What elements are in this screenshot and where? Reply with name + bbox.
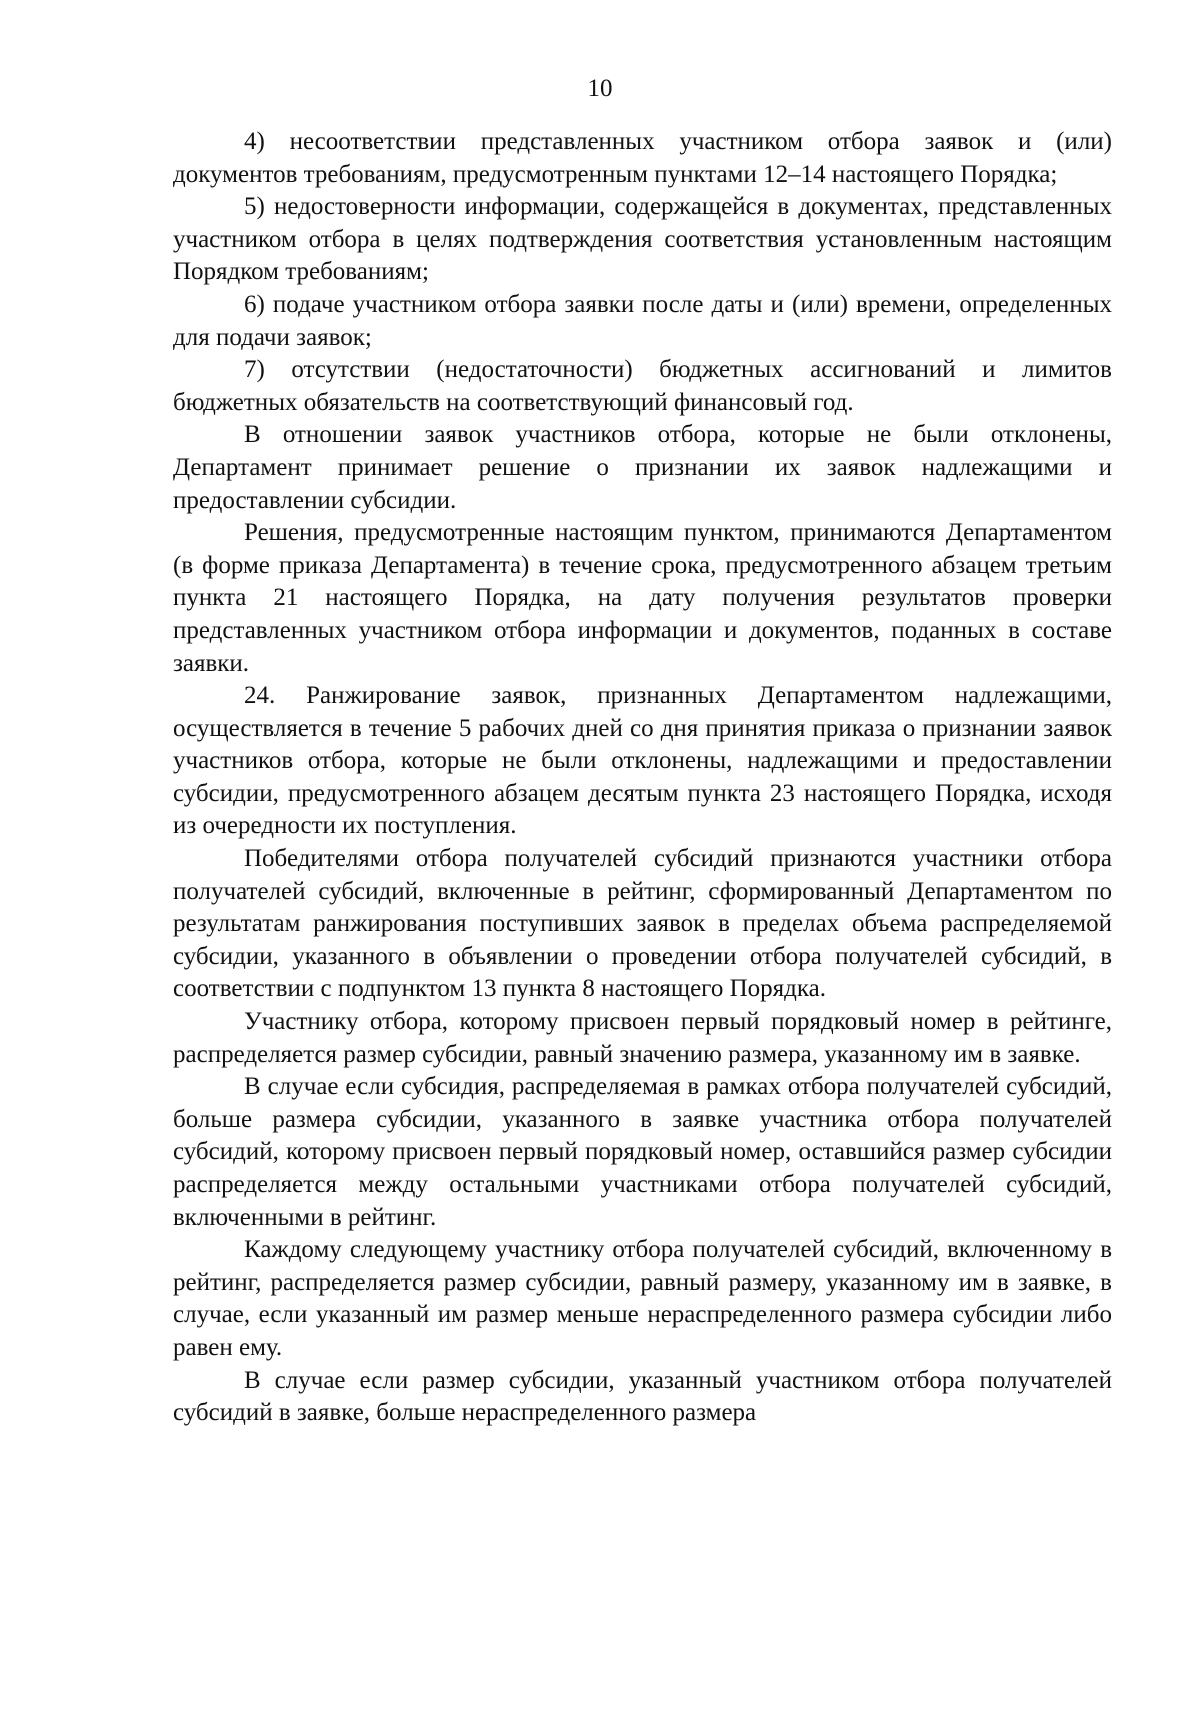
document-body: [173, 126, 1112, 1430]
paragraph-each-next-participant: Каждому следующему участнику отбора получателей субсидий, включенному в рейтинг, распределяется размер субсидии, равный размеру, указанному им в заявке, в случае, если указанный им размер меньше нераспределенного размера субсидии либо равен ему.: [173, 1236, 1112, 1361]
paragraph-if-subsidy-larger: В случае если размер субсидии, указанный участником отбора получателей субсидий в заявке, больше нераспределенного размера: [173, 1366, 1112, 1427]
paragraph-winners: Победителями отбора получателей субсидий признаются участники отбора получателей субсидий, включенные в рейтинг, сформированный Департаментом по результатам ранжирования поступивших заявок в пределах объема распределяемой субсидии, указанного в объявлении о проведении отбора получателей субсидий, в соответствии с подпунктом 13 пункта 8 настоящего Порядка.: [173, 845, 1112, 1003]
paragraph-item-4: 4) несоответствии представленных участником отбора заявок и (или) документов требованиям, предусмотренным пунктами 12–14 настоящего Порядка;: [173, 128, 1112, 188]
paragraph-clause-24-ranking: 24. Ранжирование заявок, признанных Департаментом надлежащими, осуществляется в течение 5 рабочих дней со дня принятия приказа о признании заявок участников отбора, которые не были отклонены, надлежащими и предоставлении субсидии, предусмотренного абзацем десятым пункта 23 настоящего Порядка, исходя из очередности их поступления.: [173, 682, 1112, 840]
paragraph-decisions: Решения, предусмотренные настоящим пунктом, принимаются Департаментом (в форме приказа Департамента) в течение срока, предусмотренного абзацем третьим пункта 21 настоящего Порядка, на дату получения результатов проверки представленных участником отбора информации и документов, поданных в составе заявки.: [173, 519, 1112, 677]
paragraph-item-5: 5) недостоверности информации, содержащейся в документах, представленных участником отбора в целях подтверждения соответствия установленным настоящим Порядком требованиям;: [173, 193, 1112, 286]
paragraph-first-rank-participant: Участнику отбора, которому присвоен первый порядковый номер в рейтинге, распределяется размер субсидии, равный значению размера, указанному им в заявке.: [173, 1008, 1112, 1068]
paragraph-not-rejected-applications: В отношении заявок участников отбора, которые не были отклонены, Департамент принимает решение о признании их заявок надлежащими и предоставлении субсидии.: [173, 421, 1112, 514]
paragraph-item-7: 7) отсутствии (недостаточности) бюджетных ассигнований и лимитов бюджетных обязательств на соответствующий финансовый год.: [173, 356, 1112, 416]
paragraph-item-6: 6) подаче участником отбора заявки после даты и (или) времени, определенных для подачи заявок;: [173, 290, 1112, 351]
page-number: 10: [587, 75, 613, 102]
paragraph-remaining-distribution: В случае если субсидия, распределяемая в рамках отбора получателей субсидий, больше размера субсидии, указанного в заявке участника отбора получателей субсидий, которому присвоен первый порядковый номер, оставшийся размер субсидии распределяется между остальными участниками отбора получателей субсидий, включенными в рейтинг.: [173, 1073, 1112, 1231]
